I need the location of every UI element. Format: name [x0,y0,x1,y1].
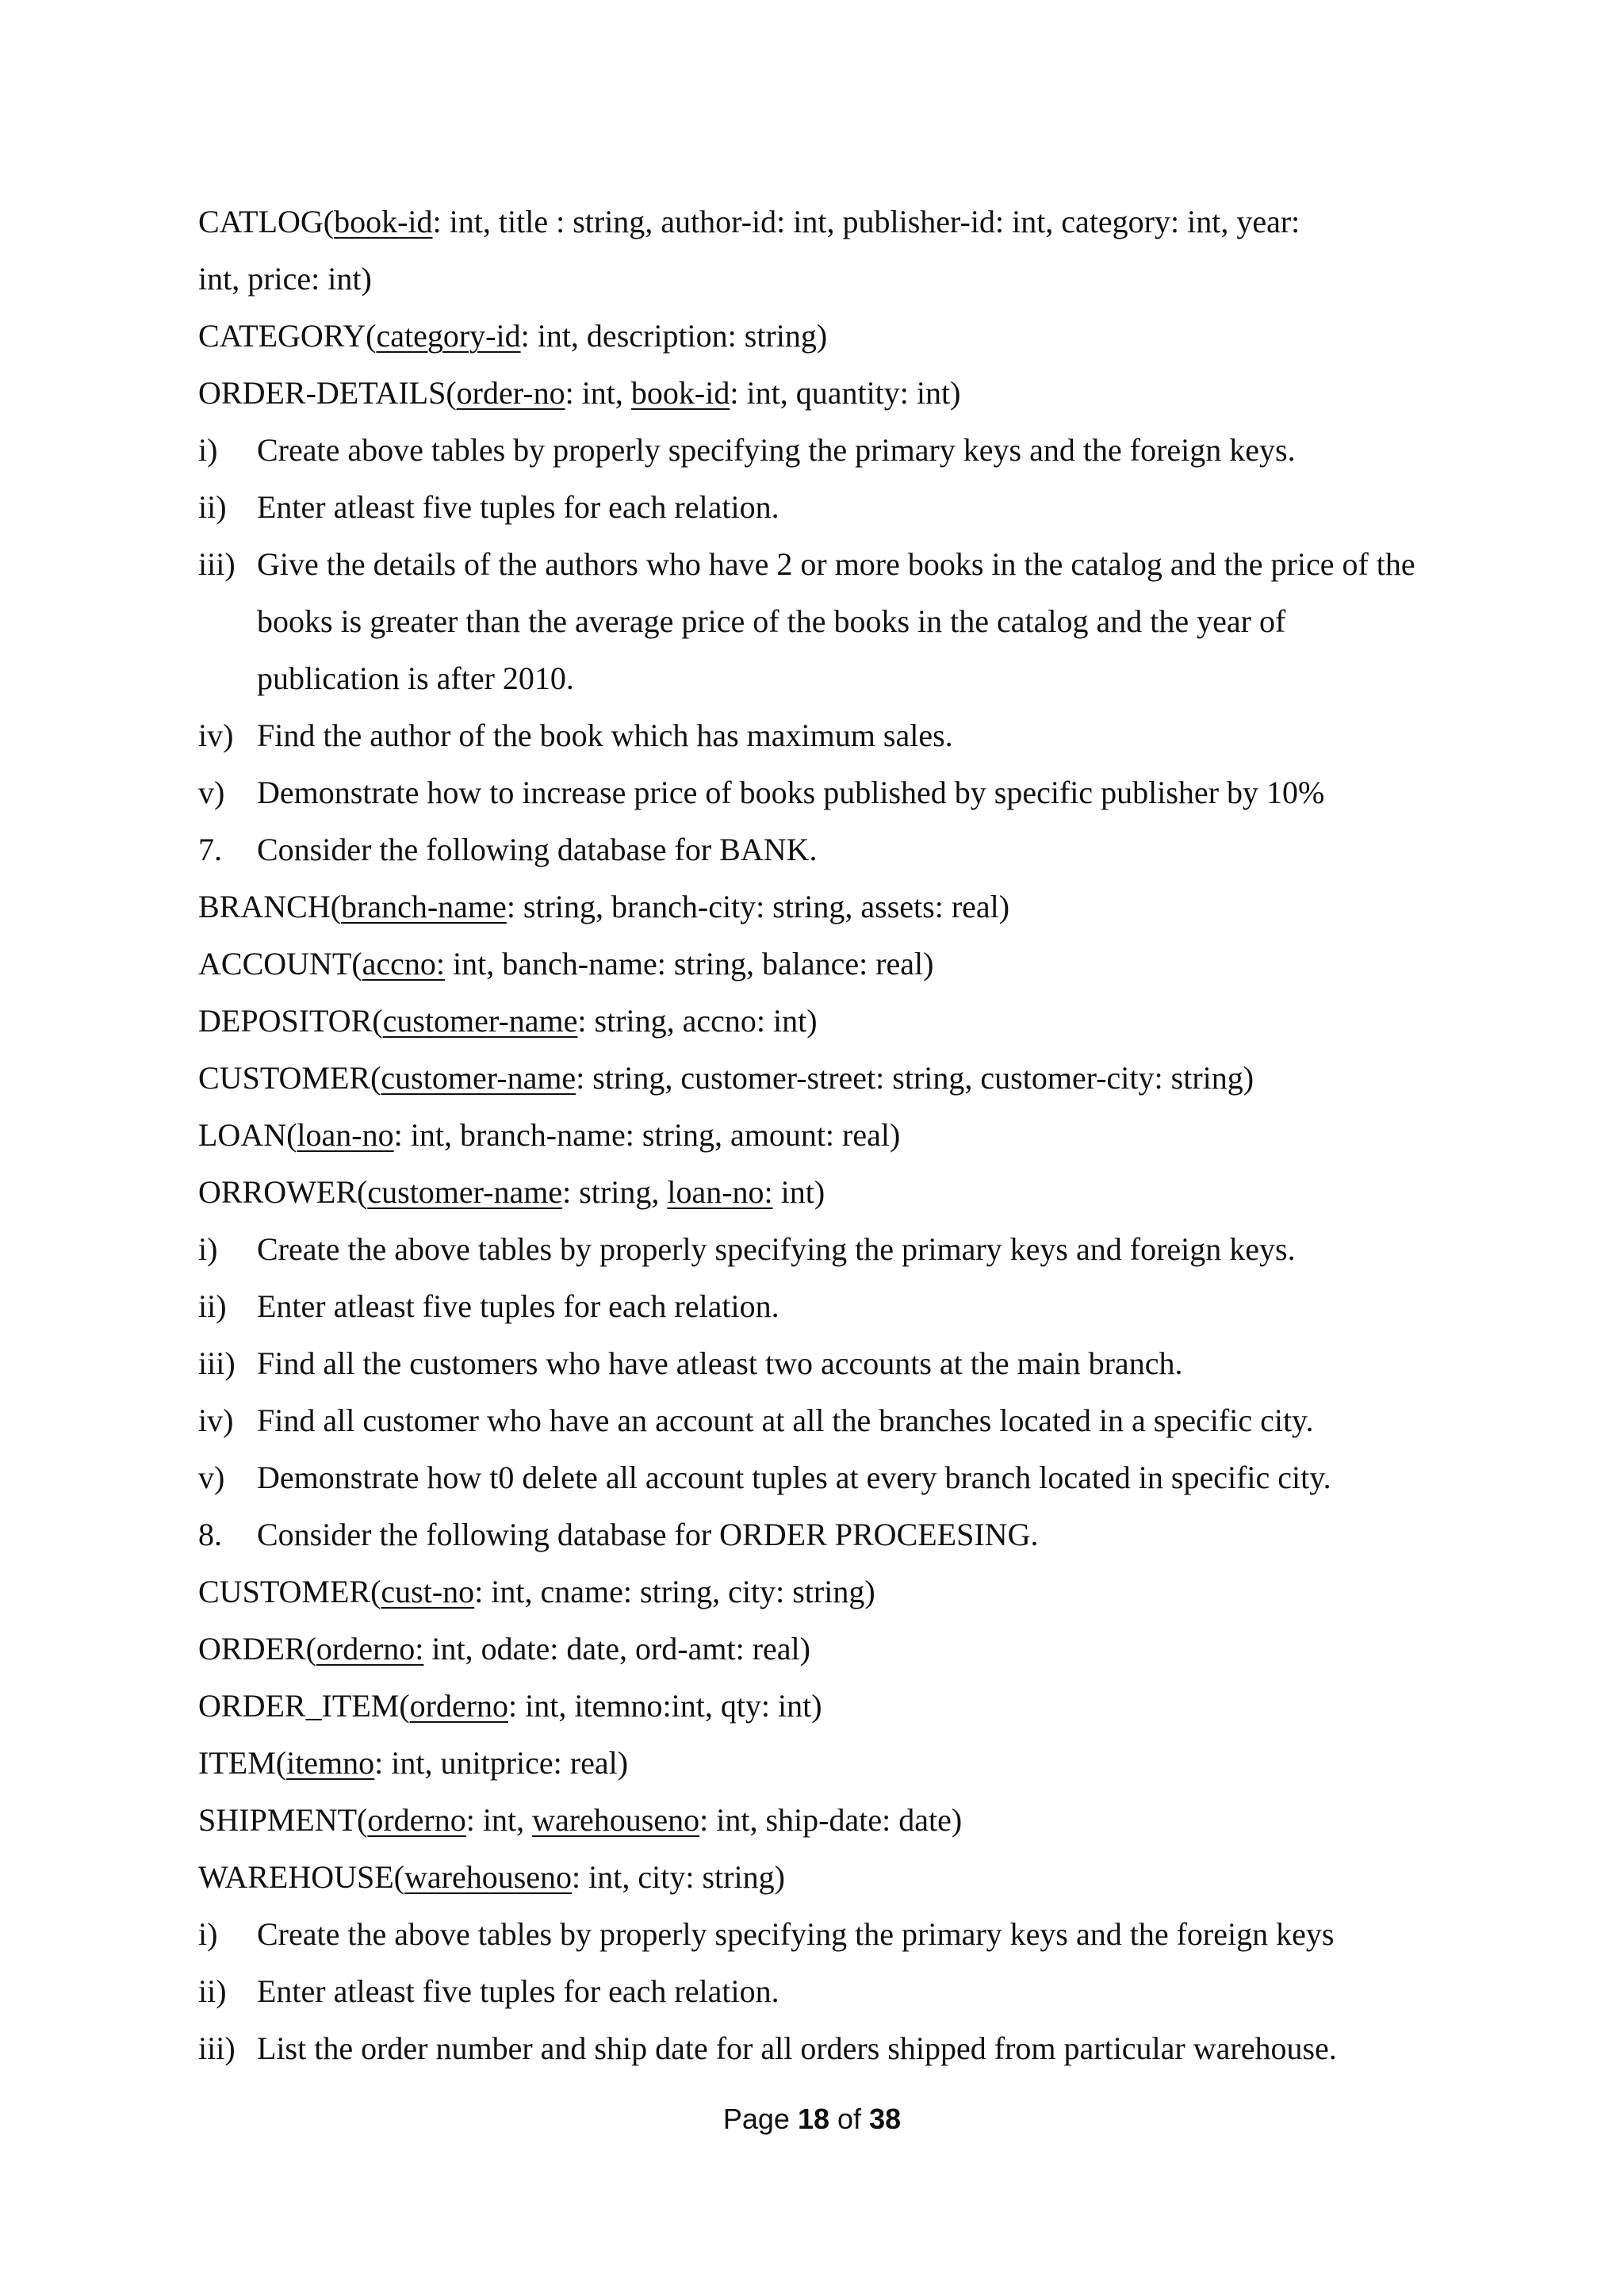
list-marker: ii) [198,489,227,525]
schema-text: : int, branch-name: string, amount: real) [393,1117,901,1153]
key-attribute: customer-name [367,1174,563,1210]
page-number: 18 [797,2103,830,2135]
schema-text: int, odate: date, ord-amt: real) [423,1631,810,1667]
page-total: 38 [869,2103,902,2135]
schema-text: SHIPMENT( [198,1802,368,1838]
list-item-text: Create the above tables by properly specifying the primary keys and foreign keys. [257,1231,1296,1267]
schema-text: : string, branch-city: string, assets: real) [506,889,1010,924]
schema-line [198,251,1435,308]
key-attribute: customer-name [381,1060,576,1096]
key-attribute: book-id [630,375,730,411]
key-attribute: warehouseno [532,1802,700,1838]
list-marker: iv) [198,1402,234,1438]
schema-line [198,993,1435,1050]
list-item [198,1449,1435,1506]
schema-text: ACCOUNT( [198,946,362,982]
list-item [198,1221,1435,1278]
list-item [198,422,1435,479]
list-marker: i) [198,1231,218,1267]
schema-text: DEPOSITOR( [198,1003,383,1039]
list-item-text: Create the above tables by properly specifying the primary keys and the foreign keys [257,1916,1335,1952]
schema-text: ORDER-DETAILS( [198,375,457,411]
schema-line [198,193,1435,251]
page-word: Page [722,2103,790,2135]
list-item [198,764,1435,821]
list-item [198,1335,1435,1392]
schema-line [198,1735,1435,1792]
schema-text: : string, customer-street: string, customer-city: string) [576,1060,1254,1096]
schema-text: : string, accno: int) [577,1003,818,1039]
schema-line [198,1792,1435,1849]
schema-text: int, banch-name: string, balance: real) [445,946,934,982]
schema-line [198,878,1435,936]
list-marker: iii) [198,2030,236,2066]
schema-text: : int, [465,1802,533,1838]
schema-text: ORDER_ITEM( [198,1688,410,1724]
list-item [198,2020,1435,2077]
schema-text: CUSTOMER( [198,1574,381,1609]
list-item [198,1392,1435,1449]
schema-line [198,1563,1435,1621]
key-attribute: orderno [367,1802,466,1838]
list-item [198,1963,1435,2020]
list-item [198,1278,1435,1335]
schema-text: LOAN( [198,1117,297,1153]
schema-text: CATLOG( [198,204,335,239]
list-marker: ii) [198,1973,227,2009]
list-item-text: Consider the following database for ORDER PROCEESING. [257,1517,1039,1552]
schema-text: : int, city: string) [572,1859,785,1895]
schema-text: WAREHOUSE( [198,1859,404,1895]
list-item-text: Find the author of the book which has maximum sales. [257,718,953,753]
schema-line [198,1164,1435,1221]
schema-line [198,936,1435,993]
schema-line [198,365,1435,422]
list-marker: iii) [198,1345,236,1381]
list-item-text: Enter atleast five tuples for each relation. [257,1973,779,2009]
schema-text: : int, description: string) [520,318,828,354]
of-word: of [837,2103,862,2135]
schema-text: : int, title : string, author-id: int, publisher-id: int, category: int, year: [432,204,1300,239]
schema-text: : int, cname: string, city: string) [474,1574,875,1609]
key-attribute: cust-no [381,1574,475,1609]
list-marker: iii) [198,546,236,582]
schema-text: : int, ship-date: date) [699,1802,963,1838]
list-marker: 7. [198,832,222,867]
schema-line [198,1849,1435,1906]
list-marker: i) [198,432,218,468]
schema-text: : int, itemno:int, qty: int) [508,1688,822,1724]
list-item [198,479,1435,536]
list-item-text: Enter atleast five tuples for each relation. [257,489,779,525]
schema-text: ITEM( [198,1745,287,1781]
list-item-text: Find all customer who have an account at all the branches located in a specific city. [257,1402,1314,1438]
list-marker: i) [198,1916,218,1952]
list-item [198,536,1435,707]
schema-line [198,1107,1435,1164]
schema-line [198,1678,1435,1735]
schema-text: CUSTOMER( [198,1060,381,1096]
list-marker: ii) [198,1288,227,1324]
schema-text: : string, [562,1174,668,1210]
list-item-text: Demonstrate how to increase price of books published by specific publisher by 10% [257,775,1325,810]
list-marker: iv) [198,718,234,753]
list-item-text: Consider the following database for BANK. [257,832,818,867]
schema-text: : int, [565,375,631,411]
list-item [198,821,1435,878]
key-attribute: itemno [286,1745,375,1781]
list-item [198,1506,1435,1563]
list-marker: v) [198,1460,225,1495]
key-attribute: warehouseno [404,1859,573,1895]
list-marker: v) [198,775,225,810]
list-item-text: Demonstrate how t0 delete all account tuples at every branch located in specific city. [257,1460,1331,1495]
key-attribute: loan-no [297,1117,394,1153]
key-attribute: category-id [376,318,521,354]
list-marker: 8. [198,1517,222,1552]
schema-text: int, price: int) [198,261,372,297]
schema-text: : int, quantity: int) [730,375,961,411]
list-item-text: Create above tables by properly specifying the primary keys and the foreign keys. [257,432,1296,468]
schema-line [198,308,1435,365]
key-attribute: orderno [409,1688,509,1724]
document-body [198,193,1435,2077]
schema-text: BRANCH( [198,889,342,924]
key-attribute: book-id [334,204,433,239]
list-item [198,707,1435,764]
list-item-text: Give the details of the authors who have 2 or more books in the catalog and the price of the books is greater than the average price of the books in the catalog and the year of publication is after 2010. [257,546,1415,696]
key-attribute: loan-no: [667,1174,773,1210]
list-item [198,1906,1435,1963]
schema-text: ORROWER( [198,1174,368,1210]
page-footer [0,2103,1624,2136]
schema-line [198,1050,1435,1107]
schema-text: int) [772,1174,825,1210]
key-attribute: accno: [362,946,446,982]
list-item-text: List the order number and ship date for all orders shipped from particular warehouse. [257,2030,1337,2066]
list-item-text: Enter atleast five tuples for each relation. [257,1288,779,1324]
schema-text: CATEGORY( [198,318,377,354]
schema-line [198,1621,1435,1678]
key-attribute: order-no [456,375,565,411]
key-attribute: orderno: [316,1631,424,1667]
list-item-text: Find all the customers who have atleast two accounts at the main branch. [257,1345,1183,1381]
key-attribute: customer-name [382,1003,578,1039]
schema-text: : int, unitprice: real) [374,1745,629,1781]
schema-text: ORDER( [198,1631,316,1667]
key-attribute: branch-name [341,889,507,924]
